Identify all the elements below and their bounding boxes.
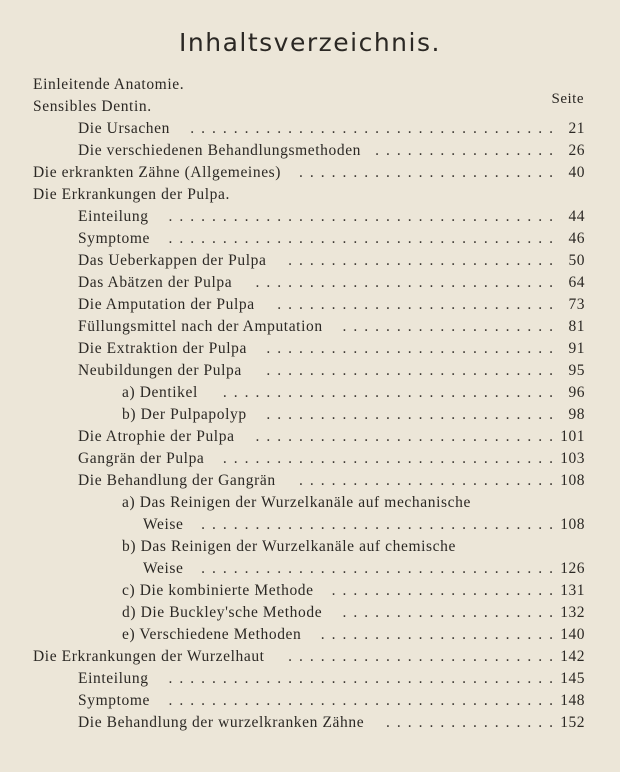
toc-entry-title: Die Amputation der Pulpa (78, 296, 255, 313)
toc-entry-title: Das Abätzen der Pulpa (78, 274, 233, 291)
toc-entry-title: b) Der Pulpapolyp (122, 406, 247, 423)
toc-entry (0, 712, 620, 734)
toc-entry-title: Weise (143, 560, 184, 577)
toc-entry-page-number: 46 (568, 230, 585, 247)
toc-entry (0, 206, 620, 228)
toc-entry-title: Die Erkrankungen der Pulpa. (33, 186, 230, 203)
dot-leader: ........................ (299, 164, 560, 181)
toc-entry (0, 228, 620, 250)
seite-column-header: Seite (551, 91, 584, 107)
toc-entry-title: Einteilung (78, 670, 149, 687)
toc-entry (0, 162, 620, 184)
toc-entry-page-number: 142 (560, 648, 585, 665)
toc-entry-title: Einteilung (78, 208, 149, 225)
toc-entry (0, 536, 620, 558)
toc-entry-title: Die Ursachen (78, 120, 170, 137)
dot-leader: ........................ (299, 472, 560, 489)
toc-entry (0, 580, 620, 602)
toc-entry-page-number: 108 (560, 516, 585, 533)
toc-entry-title: Symptome (78, 692, 150, 709)
toc-entry-page-number: 103 (560, 450, 585, 467)
dot-leader: .................................... (168, 670, 560, 687)
toc-entry-title: Die erkrankten Zähne (Allgemeines) (33, 164, 282, 181)
dot-leader: .................... (342, 604, 560, 621)
dot-leader: .................................... (168, 230, 560, 247)
dot-leader: ........................... (266, 340, 560, 357)
toc-entry-title: c) Die kombinierte Methode (122, 582, 314, 599)
toc-entry (0, 470, 620, 492)
dot-leader: ............................ (255, 274, 560, 291)
dot-leader: ............................ (255, 428, 560, 445)
dot-leader: ................. (375, 142, 560, 159)
toc-entry-page-number: 145 (560, 670, 585, 687)
toc-entry (0, 96, 620, 118)
toc-entry-title: Die Extraktion der Pulpa (78, 340, 247, 357)
toc-entry-title: Die Atrophie der Pulpa (78, 428, 235, 445)
dot-leader: .................................... (168, 692, 560, 709)
toc-entry-title: Die Behandlung der Gangrän (78, 472, 276, 489)
toc-entry (0, 118, 620, 140)
toc-entry (0, 382, 620, 404)
toc-entry-title: Das Ueberkappen der Pulpa (78, 252, 267, 269)
dot-leader: ..................... (331, 582, 560, 599)
toc-entry (0, 184, 620, 206)
toc-entry (0, 316, 620, 338)
toc-entry (0, 404, 620, 426)
toc-entry-title: a) Das Reinigen der Wurzelkanäle auf mechanische (122, 494, 471, 511)
toc-entry-title: e) Verschiedene Methoden (122, 626, 302, 643)
toc-entry (0, 338, 620, 360)
toc-entry-page-number: 126 (560, 560, 585, 577)
toc-entry-title: Symptome (78, 230, 150, 247)
toc-entry (0, 602, 620, 624)
toc-entry (0, 448, 620, 470)
toc-entry-page-number: 44 (568, 208, 585, 225)
toc-entry-page-number: 148 (560, 692, 585, 709)
toc-entry (0, 294, 620, 316)
toc-entry (0, 426, 620, 448)
dot-leader: .................................... (168, 208, 560, 225)
dot-leader: ......................... (288, 648, 560, 665)
toc-entry-title: d) Die Buckley'sche Methode (122, 604, 323, 621)
dot-leader: ...................... (320, 626, 560, 643)
toc-entry (0, 514, 620, 536)
toc-entry (0, 624, 620, 646)
dot-leader: ................................. (201, 560, 560, 577)
toc-entry-page-number: 140 (560, 626, 585, 643)
dot-leader: ........................... (266, 362, 560, 379)
toc-entry-title: Füllungsmittel nach der Amputation (78, 318, 323, 335)
toc-entry-title: a) Dentikel (122, 384, 198, 401)
dot-leader: ................................. (201, 516, 560, 533)
toc-entry (0, 74, 620, 96)
toc-entry (0, 668, 620, 690)
toc-entry (0, 646, 620, 668)
dot-leader: .................................. (190, 120, 560, 137)
toc-entry-page-number: 98 (568, 406, 585, 423)
dot-leader: ......................... (288, 252, 560, 269)
toc-entry-page-number: 40 (568, 164, 585, 181)
toc-entry-page-number: 101 (560, 428, 585, 445)
toc-entry (0, 250, 620, 272)
toc-entry-title: b) Das Reinigen der Wurzelkanäle auf chemische (122, 538, 456, 555)
toc-entry (0, 360, 620, 382)
toc-entry-page-number: 95 (568, 362, 585, 379)
toc-entry-page-number: 91 (568, 340, 585, 357)
toc-entry-title: Neubildungen der Pulpa (78, 362, 242, 379)
dot-leader: .................... (342, 318, 560, 335)
toc-entry (0, 140, 620, 162)
dot-leader: ............................... (222, 450, 560, 467)
dot-leader: ........................... (266, 406, 560, 423)
toc-entry-page-number: 108 (560, 472, 585, 489)
toc-entry (0, 690, 620, 712)
dot-leader: ................ (386, 714, 560, 731)
toc-entry-page-number: 81 (568, 318, 585, 335)
toc-entry-page-number: 132 (560, 604, 585, 621)
toc-entry-page-number: 50 (568, 252, 585, 269)
toc-entry-page-number: 64 (568, 274, 585, 291)
dot-leader: .......................... (277, 296, 560, 313)
toc-entry-page-number: 96 (568, 384, 585, 401)
toc-entry-title: Gangrän der Pulpa (78, 450, 205, 467)
toc-entry (0, 272, 620, 294)
page-title: Inhaltsverzeichnis. (179, 28, 441, 57)
dot-leader: ............................... (222, 384, 560, 401)
toc-entry-title: Einleitende Anatomie. (33, 76, 185, 93)
toc-entry (0, 492, 620, 514)
toc-entry-title: Die Behandlung der wurzelkranken Zähne (78, 714, 365, 731)
toc-entry-page-number: 152 (560, 714, 585, 731)
toc-entry-page-number: 26 (568, 142, 585, 159)
toc-entry-title: Weise (143, 516, 184, 533)
toc-entry-title: Sensibles Dentin. (33, 98, 152, 115)
toc-entry-page-number: 21 (568, 120, 585, 137)
toc-entry-page-number: 131 (560, 582, 585, 599)
toc-entry-title: Die verschiedenen Behandlungsmethoden (78, 142, 362, 159)
toc-entry-title: Die Erkrankungen der Wurzelhaut (33, 648, 265, 665)
toc-entry-page-number: 73 (568, 296, 585, 313)
toc-entry (0, 558, 620, 580)
